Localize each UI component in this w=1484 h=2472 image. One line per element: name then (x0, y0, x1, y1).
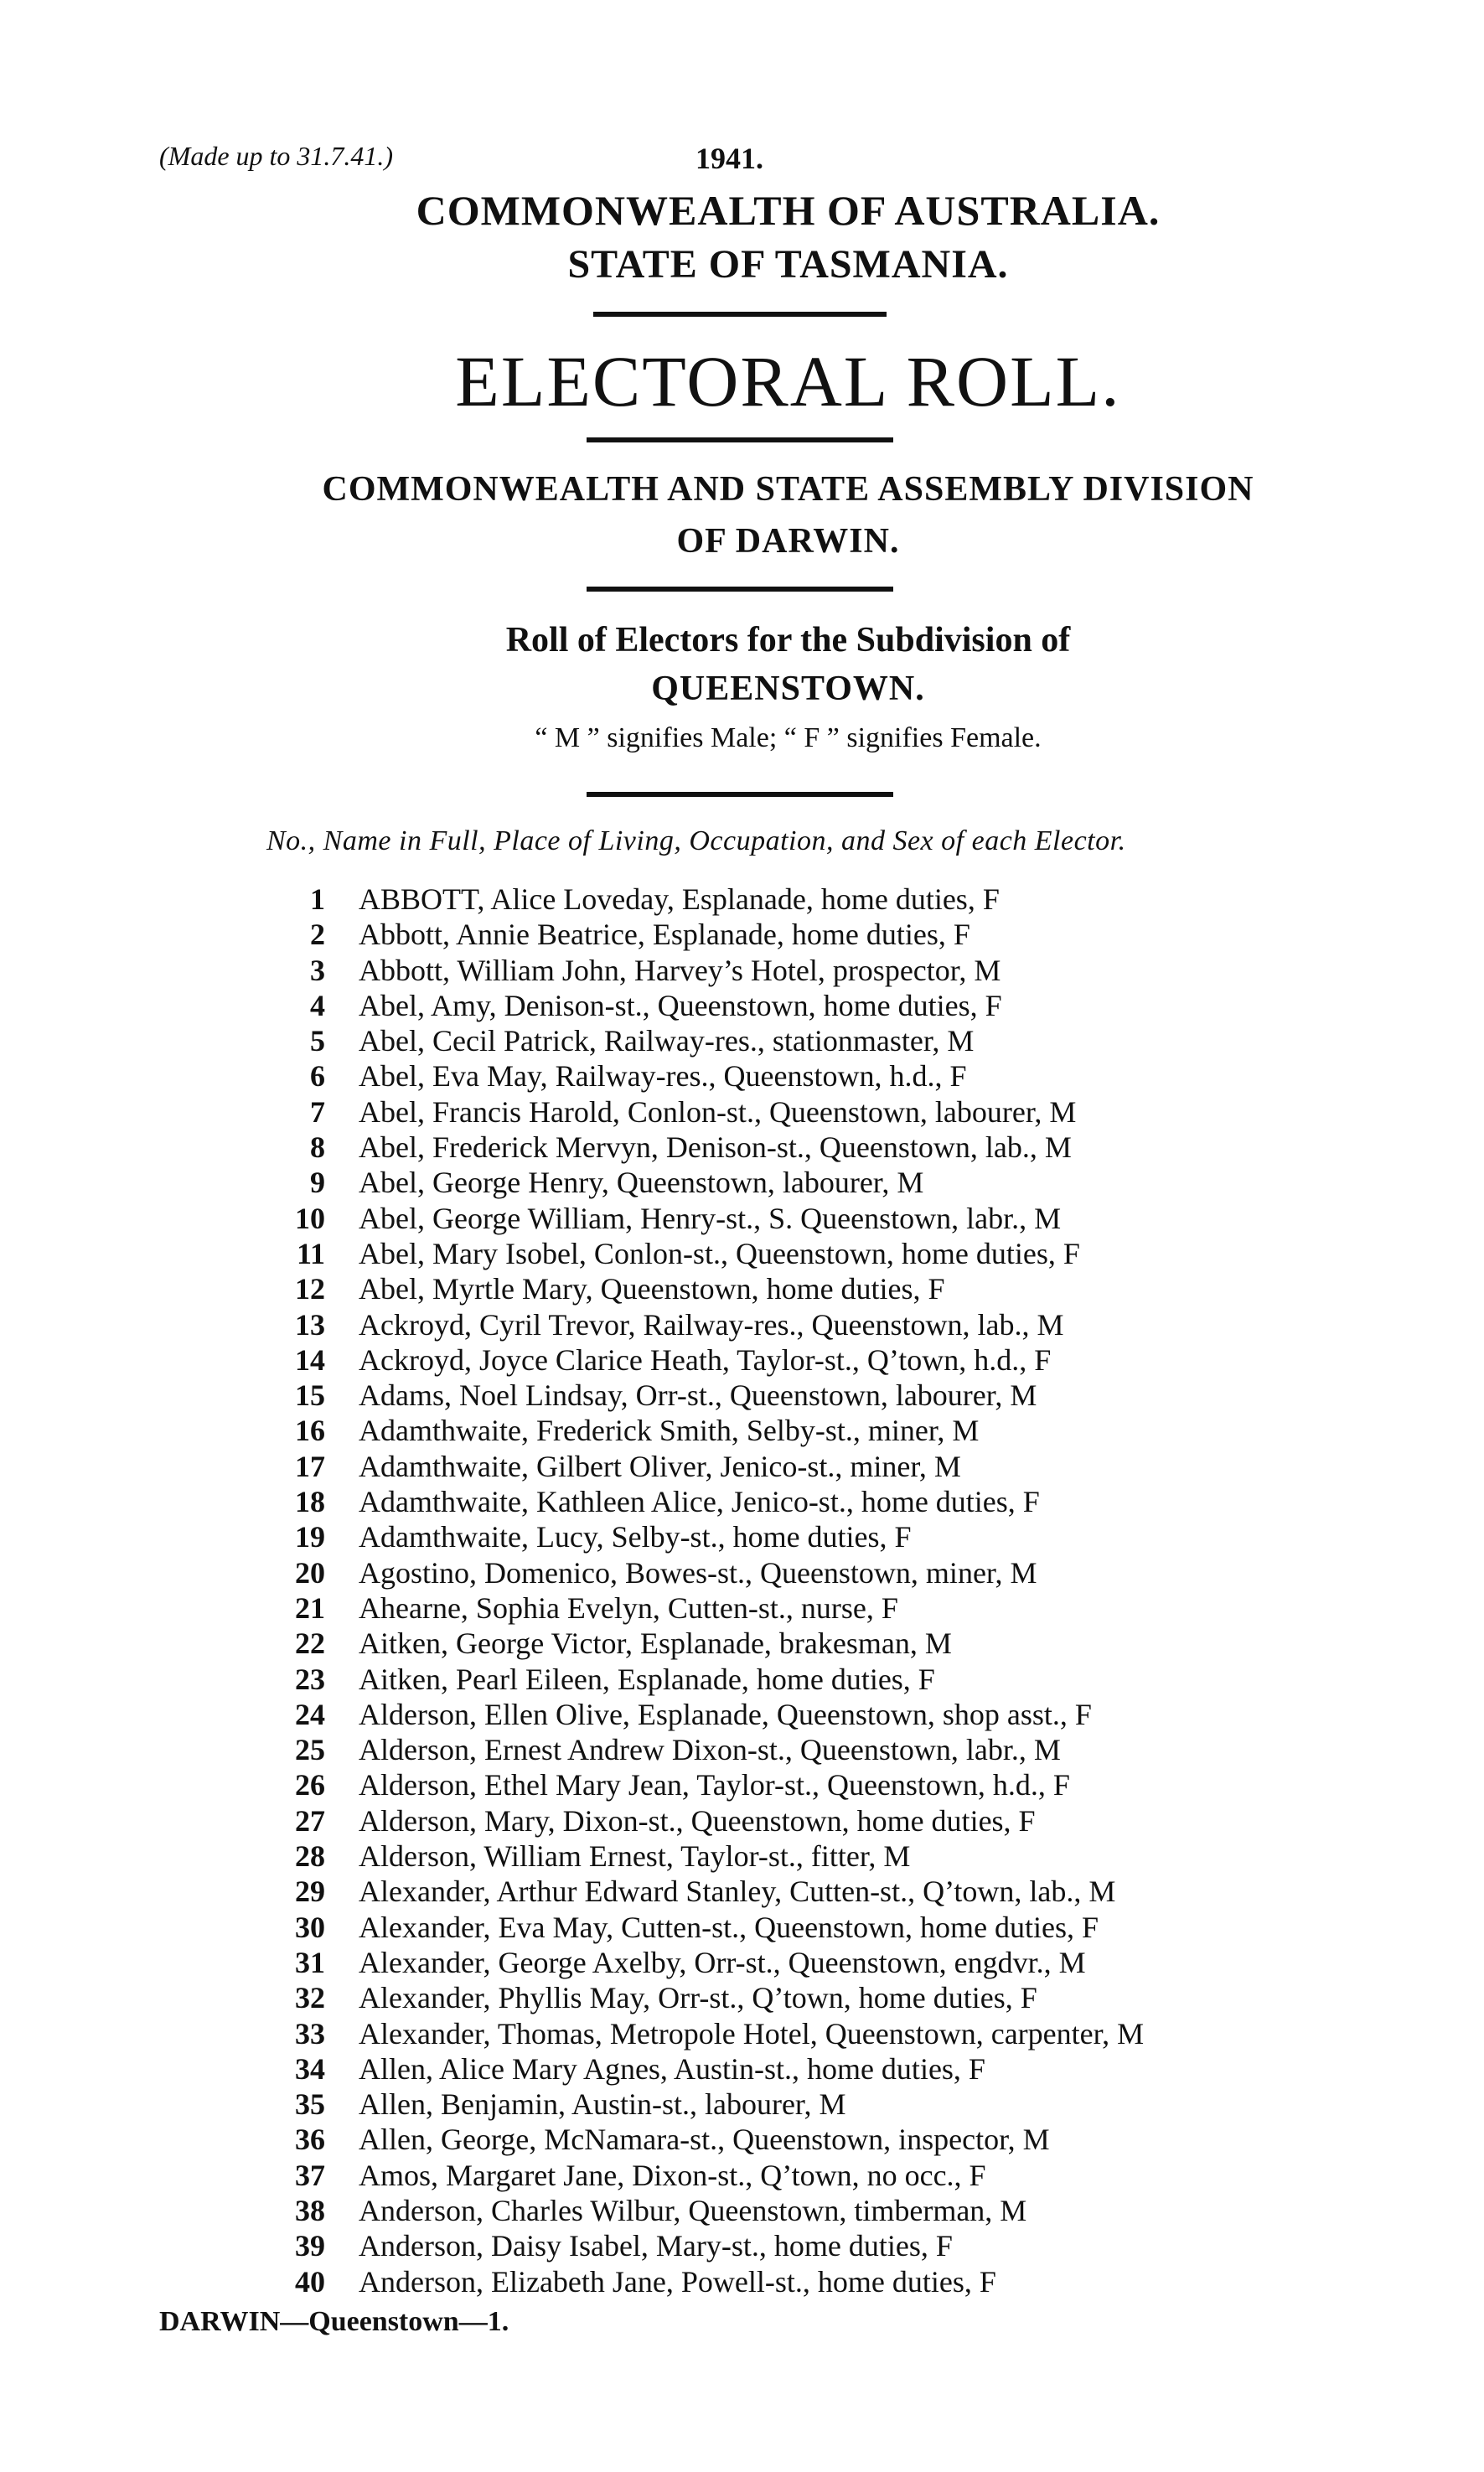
elector-details: Adamthwaite, Gilbert Oliver, Jenico-st., miner, M (359, 1449, 961, 1483)
elector-details: Adamthwaite, Frederick Smith, Selby-st., miner, M (359, 1414, 980, 1448)
list-item (251, 1662, 1357, 1697)
elector-number: 18 (295, 1485, 325, 1519)
elector-details: Abbott, Annie Beatrice, Esplanade, home duties, F (359, 918, 970, 952)
list-item (251, 988, 1357, 1023)
list-item (251, 953, 1357, 988)
list-item (251, 2158, 1357, 2193)
elector-details: Abel, Eva May, Railway-res., Queenstown, h.d., F (359, 1059, 967, 1094)
list-item (251, 1732, 1357, 1767)
elector-details: Ackroyd, Joyce Clarice Heath, Taylor-st., Q’town, h.d., F (359, 1342, 1052, 1377)
list-item (251, 2264, 1357, 2299)
list-item (251, 1413, 1357, 1448)
list-item (251, 1626, 1357, 1661)
elector-number: 39 (295, 2229, 325, 2263)
list-item (251, 1803, 1357, 1838)
elector-details: Abel, Cecil Patrick, Railway-res., stationmaster, M (359, 1024, 975, 1058)
list-item (251, 1767, 1357, 1802)
elector-number: 20 (295, 1555, 325, 1590)
subdivision-name: QUEENSTOWN. (651, 670, 925, 708)
list-item (251, 1697, 1357, 1732)
elector-number: 2 (310, 918, 325, 952)
list-item (251, 1058, 1357, 1094)
elector-details: Adamthwaite, Lucy, Selby-st., home duties, F (359, 1520, 912, 1554)
roll-of-electors-heading: Roll of Electors for the Subdivision of (505, 621, 1071, 659)
elector-number: 40 (295, 2264, 325, 2299)
elector-details: Alderson, Ellen Olive, Esplanade, Queenstown, shop asst., F (359, 1697, 1092, 1731)
elector-number: 38 (295, 2193, 325, 2227)
elector-number: 24 (295, 1697, 325, 1731)
elector-number: 8 (310, 1130, 325, 1165)
elector-details: Alexander, Thomas, Metropole Hotel, Queenstown, carpenter, M (359, 2016, 1145, 2051)
list-item (251, 1201, 1357, 1236)
elector-number: 17 (295, 1449, 325, 1483)
divider-rule (587, 587, 893, 592)
list-item (251, 1910, 1357, 1945)
elector-details: Alexander, Phyllis May, Orr-st., Q’town, home duties, F (359, 1981, 1037, 2015)
divider-rule (587, 437, 893, 442)
division-heading-line1: COMMONWEALTH AND STATE ASSEMBLY DIVISION (322, 470, 1254, 509)
elector-details: Anderson, Charles Wilbur, Queenstown, timberman, M (359, 2193, 1027, 2227)
elector-number: 1 (310, 882, 325, 916)
made-up-date: (Made up to 31.7.41.) (159, 141, 394, 171)
elector-number: 30 (295, 1910, 325, 1944)
elector-details: Adamthwaite, Kathleen Alice, Jenico-st., home duties, F (359, 1485, 1040, 1519)
column-header: No., Name in Full, Place of Living, Occupation, and Sex of each Elector. (266, 825, 1126, 856)
elector-number: 28 (295, 1839, 325, 1874)
elector-number: 13 (295, 1307, 325, 1342)
elector-number: 29 (295, 1875, 325, 1909)
elector-number: 10 (295, 1201, 325, 1235)
list-item (251, 1874, 1357, 1909)
elector-number: 14 (295, 1342, 325, 1377)
elector-number: 33 (295, 2016, 325, 2051)
list-item (251, 1945, 1357, 1980)
list-item (251, 1838, 1357, 1874)
elector-number: 16 (295, 1414, 325, 1448)
elector-number: 36 (295, 2123, 325, 2157)
page-title: ELECTORAL ROLL. (455, 341, 1121, 421)
elector-details: Amos, Margaret Jane, Dixon-st., Q’town, no occ., F (359, 2158, 986, 2192)
elector-number: 23 (295, 1662, 325, 1696)
list-item (251, 1271, 1357, 1306)
list-item (251, 2228, 1357, 2263)
elector-details: Anderson, Elizabeth Jane, Powell-st., home duties, F (359, 2264, 996, 2299)
list-item (251, 1023, 1357, 1058)
elector-details: Aitken, Pearl Eileen, Esplanade, home duties, F (359, 1662, 935, 1696)
elector-number: 27 (295, 1803, 325, 1838)
elector-details: Ahearne, Sophia Evelyn, Cutten-st., nurse, F (359, 1590, 898, 1625)
list-item (251, 1378, 1357, 1413)
elector-number: 37 (295, 2158, 325, 2192)
elector-number: 3 (310, 953, 325, 987)
list-item (251, 2122, 1357, 2157)
elector-details: Alderson, William Ernest, Taylor-st., fitter, M (359, 1839, 911, 1874)
elector-number: 9 (310, 1166, 325, 1200)
heading-state: STATE OF TASMANIA. (567, 242, 1009, 287)
list-item (251, 1236, 1357, 1271)
elector-details: Abel, George Henry, Queenstown, labourer, M (359, 1166, 924, 1200)
elector-number: 34 (295, 2051, 325, 2086)
list-item (251, 2051, 1357, 2087)
elector-details: Alexander, Eva May, Cutten-st., Queenstown, home duties, F (359, 1910, 1099, 1944)
elector-number: 31 (295, 1945, 325, 1979)
list-item (251, 1449, 1357, 1484)
divider-rule (587, 792, 893, 797)
list-item (251, 917, 1357, 952)
elector-details: Abel, Amy, Denison-st., Queenstown, home duties, F (359, 988, 1002, 1022)
elector-details: Alderson, Mary, Dixon-st., Queenstown, home duties, F (359, 1803, 1036, 1838)
list-item (251, 2016, 1357, 2051)
page-footer (159, 2306, 509, 2338)
sex-legend: “ M ” signifies Male; “ F ” signifies Female. (535, 722, 1042, 753)
elector-details: Abel, George William, Henry-st., S. Queenstown, labr., M (359, 1201, 1062, 1235)
elector-details: Allen, George, McNamara-st., Queenstown, inspector, M (359, 2123, 1050, 2157)
list-item (251, 2193, 1357, 2228)
top-line (159, 141, 1332, 183)
elector-details: Agostino, Domenico, Bowes-st., Queenstown, miner, M (359, 1555, 1037, 1590)
elector-number: 25 (295, 1733, 325, 1767)
elector-number: 19 (295, 1520, 325, 1554)
elector-details: Abbott, William John, Harvey’s Hotel, prospector, M (359, 953, 1001, 987)
elector-details: Adams, Noel Lindsay, Orr-st., Queenstown, labourer, M (359, 1378, 1037, 1413)
list-item (251, 1130, 1357, 1165)
list-item (251, 882, 1357, 917)
heading-commonwealth: COMMONWEALTH OF AUSTRALIA. (416, 187, 1161, 234)
elector-details: Alderson, Ernest Andrew Dixon-st., Queenstown, labr., M (359, 1733, 1061, 1767)
elector-details: Allen, Alice Mary Agnes, Austin-st., home duties, F (359, 2051, 985, 2086)
elector-details: ABBOTT, Alice Loveday, Esplanade, home duties, F (359, 882, 1000, 916)
elector-details: Aitken, George Victor, Esplanade, brakesman, M (359, 1626, 952, 1661)
list-item (251, 1519, 1357, 1554)
elector-details: Ackroyd, Cyril Trevor, Railway-res., Queenstown, lab., M (359, 1307, 1064, 1342)
divider-rule (593, 312, 887, 317)
elector-details: Alexander, George Axelby, Orr-st., Queenstown, engdvr., M (359, 1945, 1086, 1979)
elector-number: 35 (295, 2087, 325, 2122)
elector-number: 5 (310, 1024, 325, 1058)
elector-number: 22 (295, 1626, 325, 1661)
list-item (251, 2087, 1357, 2122)
elector-number: 21 (295, 1590, 325, 1625)
list-item (251, 1094, 1357, 1130)
elector-details: Allen, Benjamin, Austin-st., labourer, M (359, 2087, 846, 2122)
elector-details: Alderson, Ethel Mary Jean, Taylor-st., Queenstown, h.d., F (359, 1768, 1070, 1802)
elector-number: 15 (295, 1378, 325, 1413)
elector-details: Alexander, Arthur Edward Stanley, Cutten-st., Q’town, lab., M (359, 1875, 1116, 1909)
elector-details: Abel, Myrtle Mary, Queenstown, home duties, F (359, 1272, 945, 1306)
list-item (251, 1342, 1357, 1378)
elector-details: Abel, Frederick Mervyn, Denison-st., Queenstown, lab., M (359, 1130, 1072, 1165)
list-item (251, 1555, 1357, 1590)
elector-number: 26 (295, 1768, 325, 1802)
list-item (251, 1980, 1357, 2015)
division-heading-line2: OF DARWIN. (676, 522, 900, 561)
elector-number: 7 (310, 1094, 325, 1129)
elector-number: 12 (295, 1272, 325, 1306)
list-item (251, 1307, 1357, 1342)
elector-number: 11 (296, 1236, 325, 1270)
elector-number: 32 (295, 1981, 325, 2015)
footer-label: DARWIN—Queenstown—1. (159, 2306, 509, 2337)
list-item (251, 1590, 1357, 1626)
elector-details: Abel, Mary Isobel, Conlon-st., Queenstown, home duties, F (359, 1236, 1080, 1270)
list-item (251, 1165, 1357, 1200)
year: 1941. (695, 142, 763, 175)
elector-details: Abel, Francis Harold, Conlon-st., Queenstown, labourer, M (359, 1094, 1077, 1129)
list-item (251, 1484, 1357, 1519)
elector-number: 6 (310, 1059, 325, 1094)
elector-number: 4 (310, 988, 325, 1022)
elector-list (251, 882, 1357, 2299)
elector-details: Anderson, Daisy Isabel, Mary-st., home duties, F (359, 2229, 953, 2263)
